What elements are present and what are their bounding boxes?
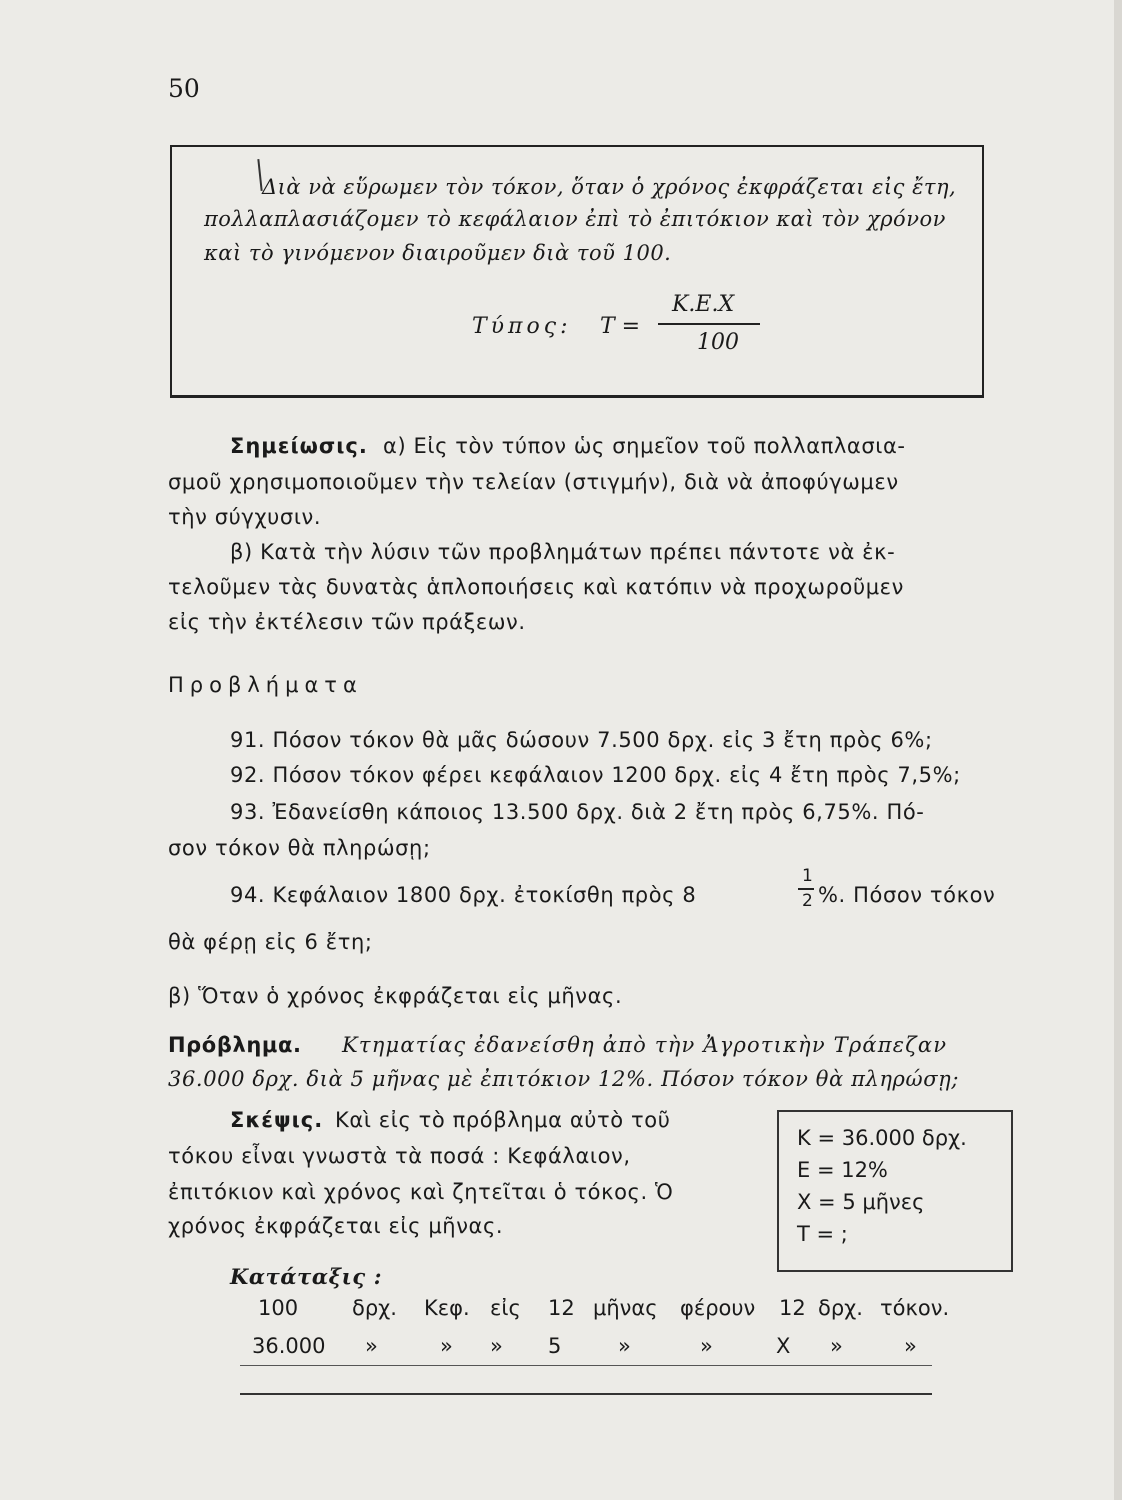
problem-93-cont: σον τόκον θὰ πληρώσῃ;	[168, 836, 431, 860]
section-b: β) Ὅταν ὁ χρόνος ἐκφράζεται εἰς μῆνας.	[168, 984, 623, 1008]
thought-label: Σκέψις.	[230, 1108, 324, 1132]
rule-line-2: πολλαπλασιάζομεν τὸ κεφάλαιον ἐπὶ τὸ ἐπιτόκιον καὶ τὸν χρόνον	[204, 207, 946, 231]
thought-line-2: τόκου εἶναι γνωστὰ τὰ ποσά : Κεφάλαιον,	[168, 1144, 631, 1168]
arr-r1-c6: μῆνας	[593, 1296, 658, 1320]
arr-r1-c1: 100	[258, 1296, 299, 1320]
given-data-box	[777, 1110, 1013, 1272]
formula-label: Τύπος:	[472, 314, 572, 339]
arr-r1-c8: 12	[779, 1296, 806, 1320]
bottom-rule	[240, 1393, 932, 1395]
note-line-6: εἰς τὴν ἐκτέλεσιν τῶν πράξεων.	[168, 610, 526, 634]
formula-lhs: T =	[600, 314, 641, 339]
arr-r2-c4: »	[490, 1334, 503, 1358]
thought-line-3: ἐπιτόκιον καὶ χρόνος καὶ ζητεῖται ὁ τόκος. Ὁ	[168, 1180, 674, 1204]
arr-r2-c6: »	[618, 1334, 631, 1358]
arr-r1-c3: Κεφ.	[424, 1296, 470, 1320]
arr-r2-c5: 5	[548, 1334, 562, 1358]
fraction-bar	[658, 323, 760, 325]
page-edge	[1114, 0, 1122, 1500]
arr-r2-c8: X	[776, 1334, 791, 1358]
note-line-5: τελοῦμεν τὰς δυνατὰς ἁπλοποιήσεις καὶ κατόπιν νὰ προχωροῦμεν	[168, 575, 904, 599]
problem-94-tail: %. Πόσον τόκον	[818, 883, 996, 907]
problem-94-cont: θὰ φέρῃ εἰς 6 ἔτη;	[168, 930, 373, 954]
rule-line-1: Διὰ νὰ εὕρωμεν τὸν τόκον, ὅταν ὁ χρόνος ἐκφράζεται εἰς ἔτη,	[262, 175, 957, 199]
given-interest: T = ;	[797, 1222, 848, 1246]
given-capital: K = 36.000 δρχ.	[797, 1126, 967, 1150]
arr-r1-c2: δρχ.	[352, 1296, 397, 1320]
problem-93: 93. Ἐδανείσθη κάποιος 13.500 δρχ. διὰ 2 ἔτη πρὸς 6,75%. Πό-	[230, 800, 925, 824]
thought-line-1: Καὶ εἰς τὸ πρόβλημα αὐτὸ τοῦ	[335, 1108, 671, 1132]
problem-94: 94. Κεφάλαιον 1800 δρχ. ἐτοκίσθη πρὸς 8	[230, 883, 697, 907]
note-line-2: σμοῦ χρησιμοποιοῦμεν τὴν τελείαν (στιγμήν), διὰ νὰ ἀποφύγωμεν	[168, 470, 899, 494]
arr-r1-c10: τόκον.	[880, 1296, 950, 1320]
rule-box	[170, 145, 984, 398]
problems-heading: Προβλήματα	[168, 673, 363, 697]
arrangement-label: Κατάταξις :	[230, 1264, 383, 1289]
problem-line-1: Κτηματίας ἐδανείσθη ἀπὸ τὴν Ἀγροτικὴν Τράπεζαν	[342, 1033, 948, 1057]
arr-r1-c5: 12	[548, 1296, 575, 1320]
arr-r2-c7: »	[700, 1334, 713, 1358]
given-rate: E = 12%	[797, 1158, 888, 1182]
given-time: X = 5 μῆνες	[797, 1190, 925, 1214]
arr-r1-c7: φέρουν	[680, 1296, 756, 1320]
formula-numerator: K.E.X	[672, 292, 735, 317]
problem-line-2: 36.000 δρχ. διὰ 5 μῆνας μὲ ἐπιτόκιον 12%. Πόσον τόκον θὰ πληρώσῃ;	[168, 1067, 960, 1091]
note-line-4: β) Κατὰ τὴν λύσιν τῶν προβλημάτων πρέπει πάντοτε νὰ ἐκ-	[230, 540, 896, 564]
arr-r2-c9: »	[830, 1334, 843, 1358]
note-line-1: α) Εἰς τὸν τύπον ὡς σημεῖον τοῦ πολλαπλασια-	[383, 434, 906, 458]
problem-91: 91. Πόσον τόκον θὰ μᾶς δώσουν 7.500 δρχ. εἰς 3 ἔτη πρὸς 6%;	[230, 728, 933, 752]
problem-92: 92. Πόσον τόκον φέρει κεφάλαιον 1200 δρχ. εἰς 4 ἔτη πρὸς 7,5%;	[230, 763, 961, 787]
arr-r1-c4: εἰς	[490, 1296, 521, 1320]
formula-denominator: 100	[697, 330, 739, 355]
arr-r2-c3: »	[440, 1334, 453, 1358]
arr-r2-c10: »	[904, 1334, 917, 1358]
arr-r1-c9: δρχ.	[818, 1296, 863, 1320]
rule-line-3: καὶ τὸ γινόμενον διαιροῦμεν διὰ τοῦ 100.	[204, 241, 672, 265]
fraction-bar-94	[798, 888, 814, 890]
thought-line-4: χρόνος ἐκφράζεται εἰς μῆνας.	[168, 1214, 504, 1238]
note-heading: Σημείωσις.	[230, 434, 368, 458]
arr-r2-c2: »	[365, 1334, 378, 1358]
problem-label: Πρόβλημα.	[168, 1033, 302, 1057]
fraction-numerator: 1	[802, 866, 813, 886]
arr-r2-c1: 36.000	[252, 1334, 326, 1358]
row-underline	[240, 1365, 932, 1366]
fraction-denominator: 2	[802, 891, 813, 911]
page-number: 50	[168, 74, 200, 103]
note-line-3: τὴν σύγχυσιν.	[168, 505, 322, 529]
